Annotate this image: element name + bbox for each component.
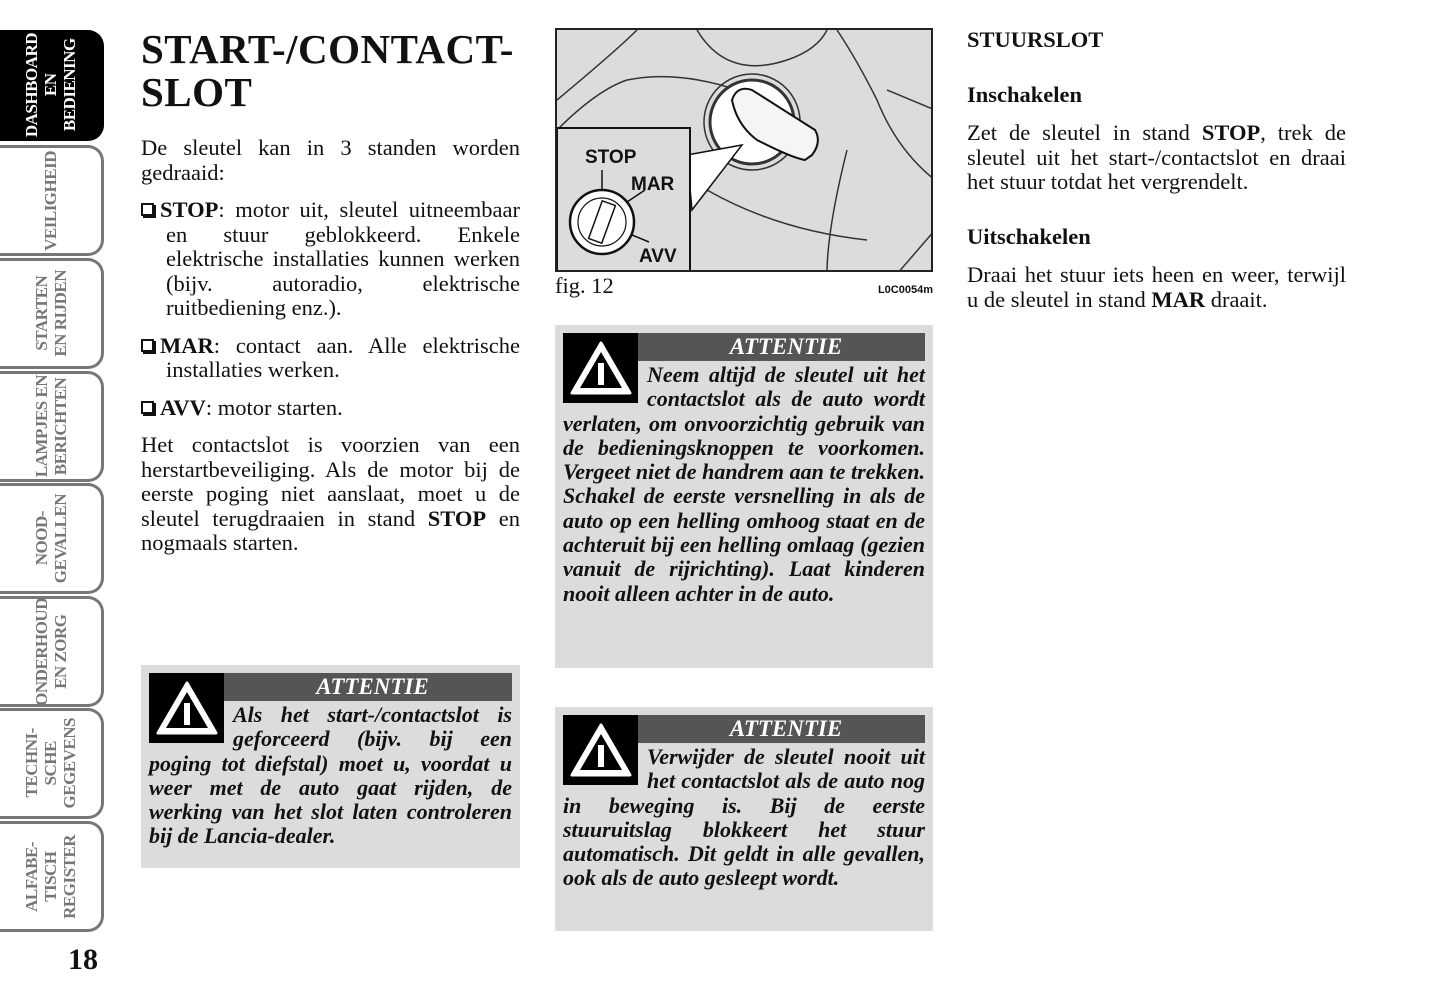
list-item-avv	[141, 396, 520, 421]
text: Het contactslot is voorzien van een herstartbeveiliging. Als de motor bij de eerste poging niet aanslaat, moet u de sleutel terugdraaien in stand	[141, 432, 520, 531]
item-text: : contact aan. Alle elektrische installaties werken.	[166, 332, 520, 382]
page-number: 18	[68, 943, 98, 976]
tab-label: VEILIGHEID	[41, 150, 60, 251]
restart-paragraph	[141, 433, 520, 556]
warning-text: Als het start-/contactslot is geforceerd (bijv. bij een poging tot diefstal) moet u, voordat u weer met de auto gaat rijden, de werking van het slot laten controleren bij de Lancia-dealer.	[149, 702, 512, 849]
intro-text: De sleutel kan in 3 standen worden gedraaid:	[141, 135, 520, 185]
tab-label: LAMPJES EN BERICHTEN	[31, 375, 70, 478]
checkbox-bullet-icon	[141, 401, 154, 414]
warning-text: Neem altijd de sleutel uit het contactslot als de auto wordt verlaten, om onvoorzichtig gebruik van de bedieningsknoppen te voorkomen. Vergeet niet de handrem aan te trekken. Schakel de eerste versnelling in als de auto op een helling omhoog staat en de achteruit bij een helling omlaag (gezien vanuit de rijrichting). Laat kinderen nooit alleen achter in de auto.	[563, 362, 925, 606]
warning-header: ATTENTIE	[563, 715, 925, 743]
tab-onderhoud-en-zorg[interactable]	[0, 596, 104, 707]
column-2	[555, 28, 933, 303]
column-3	[967, 28, 1346, 325]
text: draait.	[1205, 286, 1268, 312]
bold-text: MAR	[1151, 286, 1206, 312]
item-text: : motor starten.	[205, 394, 343, 420]
figure-label-stop: STOP	[585, 147, 637, 168]
warning-triangle-icon	[149, 673, 224, 743]
tab-veiligheid[interactable]	[0, 145, 104, 256]
text: Draai het stuur iets heen en weer, terwijl u de sleutel in stand	[967, 262, 1346, 312]
text: en nogmaals starten.	[141, 505, 520, 555]
item-text: : motor uit, sleutel uitneembaar en stuur geblokkeerd. Enkele elektrische installaties kunnen werken (bijv. autoradio, elektrische ruitbediening enz.).	[166, 197, 520, 320]
figure-caption: fig. 12	[555, 273, 614, 298]
list-item-stop	[141, 198, 520, 321]
inschakelen-text	[967, 121, 1346, 195]
uitschakelen-text	[967, 263, 1346, 312]
tab-label: NOOD- GEVALLEN	[31, 493, 70, 584]
page-title: START-/CONTACT- SLOT	[141, 26, 514, 115]
tab-dashboard-en-bediening[interactable]	[0, 30, 104, 141]
tab-alfabetisch-register[interactable]	[0, 821, 104, 932]
tab-lampjes-en-berichten[interactable]	[0, 371, 104, 482]
bold-text: STOP	[427, 505, 487, 531]
list-item-mar	[141, 334, 520, 383]
ignition-figure	[555, 28, 933, 272]
warning-text: Verwijder de sleutel nooit uit het contactslot als de auto nog in beweging is. Bij de eerste stuuruitslag blokkeert het stuur automatisch. Dit geldt in alle gevallen, ook als de auto gesleept wordt.	[563, 744, 925, 891]
tab-label: TECHNI- SCHE GEGEVENS	[22, 718, 79, 809]
tab-label: ALFABE- TISCH REGISTER	[22, 834, 79, 919]
bold-text: STOP	[1201, 120, 1261, 145]
checkbox-bullet-icon	[141, 339, 154, 352]
subheading-inschakelen: Inschakelen	[967, 81, 1083, 107]
warning-box	[555, 325, 933, 668]
tab-noodgevallen[interactable]	[0, 483, 104, 594]
figure-code: L0C0054m	[877, 284, 933, 296]
item-key: STOP	[160, 197, 219, 222]
tab-technische-gegevens[interactable]	[0, 708, 104, 819]
tab-starten-en-rijden[interactable]	[0, 258, 104, 369]
warning-triangle-icon	[563, 715, 638, 785]
warning-box	[555, 707, 933, 931]
item-key: AVV	[160, 394, 206, 420]
tab-label: ONDERHOUD EN ZORG	[31, 597, 70, 706]
warning-header: ATTENTIE	[149, 673, 512, 701]
figure-caption-row	[555, 274, 933, 303]
text: , trek de sleutel uit het start-/contactslot en draai het stuur totdat het vergrendelt.	[967, 120, 1347, 194]
section-heading: STUURSLOT	[967, 27, 1104, 52]
text: Zet de sleutel in stand	[967, 120, 1202, 145]
warning-header: ATTENTIE	[563, 333, 925, 361]
figure-label-avv: AVV	[639, 246, 677, 267]
tab-label: STARTEN EN RIJDEN	[31, 270, 70, 357]
item-key: MAR	[160, 332, 214, 358]
warning-box	[141, 665, 520, 868]
warning-triangle-icon	[563, 333, 638, 403]
checkbox-bullet-icon	[141, 203, 154, 216]
column-1	[141, 28, 520, 569]
tab-label: DASHBOARD EN BEDIENING	[22, 33, 79, 138]
ignition-illustration	[557, 30, 933, 272]
figure-label-mar: MAR	[631, 174, 675, 195]
subheading-uitschakelen: Uitschakelen	[967, 223, 1091, 249]
